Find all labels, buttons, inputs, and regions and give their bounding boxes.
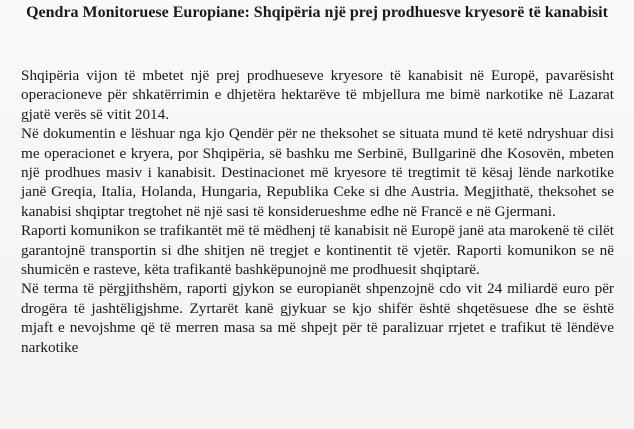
paragraph-4: Në terma të përgjithshëm, raporti gjykon se europianët shpenzojnë cdo vit 24 miliardë euro për drogëra të jashtëligjshme. Zyrtarët kanë gjykuar se kjo shifër është shqetësuese dhe se është mjaft e nevojshme që të merren masa sa më shpejt për të paralizuar rrjetet e trafikut të lëndëve narkotike — [21, 280, 614, 356]
paragraph-3: Raporti komunikon se trafikantët më të mëdhenj të kanabisit në Europë janë ata marokenë të cilët garantojnë transportin si dhe shitjen në tregjet e kontinentit të vjetër. Raporti komunikon se në shumicën e rasteve, këta trafikantë bashkëpunojnë me prodhuesit shqiptarë. — [21, 222, 614, 279]
article-body — [21, 66, 614, 357]
article-title: Qendra Monitoruese Europiane: Shqipëria një prej prodhuesve kryesorë të kanabisit — [26, 4, 608, 21]
paragraph-1: Shqipëria vijon të mbetet një prej prodhueseve kryesore të kanabisit në Europë, pavarësisht operacioneve për shkatërrimin e dhjetëra hektarëve të mbjellura me bimë narkotike në Lazarat gjatë verës së vitit 2014. — [21, 67, 614, 123]
paragraph-2: Në dokumentin e lëshuar nga kjo Qendër për ne theksohet se situata mund të ketë ndryshuar disi me operacionet e kryera, por Shqipëria, së bashku me Serbinë, Bullgarinë dhe Kosovën, mbeten një prodhues masiv i kanabisit. Destinacionet më kryesore të tregtimit të kësaj lënde narkotike janë Greqia, Italia, Holanda, Hungaria, Republika Ceke si dhe Austria. Megjithatë, theksohet se kanabisi shqiptar tregtohet në një sasi të konsiderueshme edhe në Francë e në Gjermani. — [21, 125, 614, 220]
